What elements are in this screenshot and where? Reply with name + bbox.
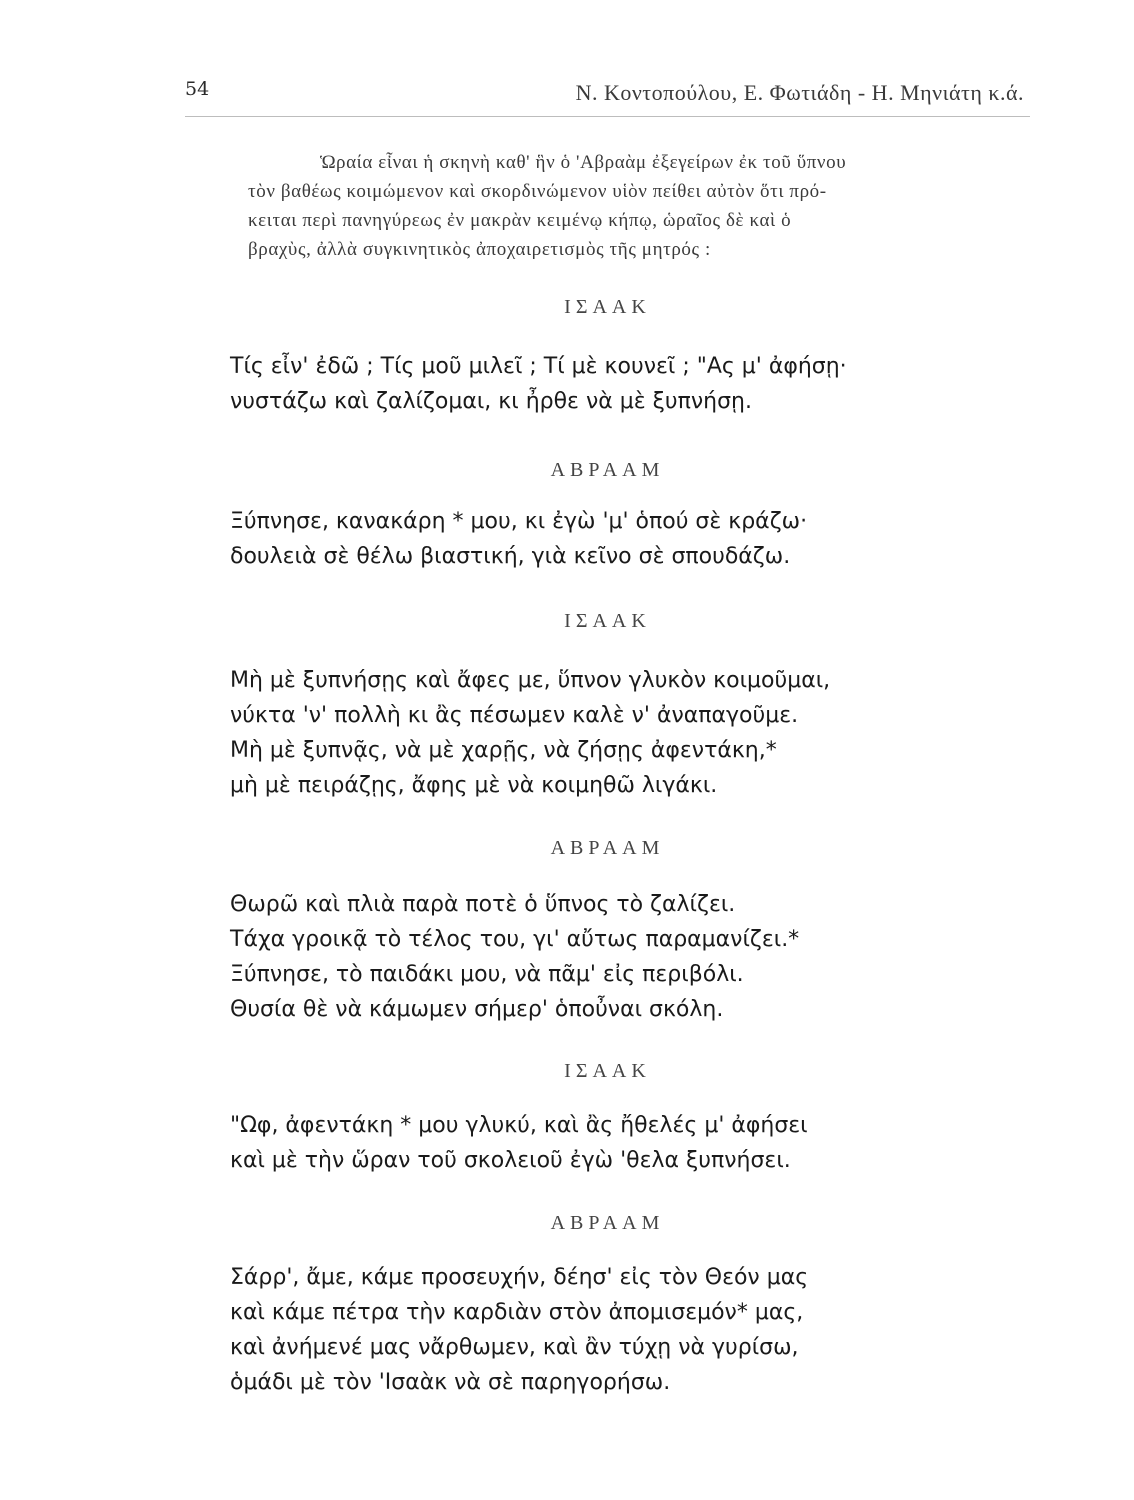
running-head: Ν. Κοντοπούλου, Ε. Φωτιάδη - Η. Μηνιάτη κ.ά. — [575, 80, 1024, 105]
speaker-heading: ΑΒΡΑΑΜ — [550, 1212, 665, 1234]
speaker-heading: ΑΒΡΑΑΜ — [550, 459, 665, 481]
verse-stanza — [230, 1260, 950, 1400]
verse-line: καὶ κάμε πέτρα τὴν καρδιὰν στὸν ἀπομισεμόν* μας, — [230, 1300, 804, 1325]
verse-line: νύκτα 'ν' πολλὴ κι ἂς πέσωμεν καλὲ ν' ἀναπαγοῦμε. — [230, 703, 799, 728]
page-number: 54 — [185, 78, 210, 100]
verse-line: Μὴ μὲ ξυπνήσῃς καὶ ἄφες με, ὕπνον γλυκὸν κοιμοῦμαι, — [230, 668, 831, 693]
verse-line: μὴ μὲ πειράζῃς, ἄφης μὲ νὰ κοιμηθῶ λιγάκι. — [230, 773, 718, 798]
verse-line: νυστάζω καὶ ζαλίζομαι, κι ἦρθε νὰ μὲ ξυπνήσῃ. — [230, 389, 752, 414]
intro-paragraph — [248, 148, 1028, 264]
verse-line: Τάχα γροικᾷ τὸ τέλος του, γι' αὔτως παραμανίζει.* — [230, 927, 800, 952]
verse-line: καὶ ἀνήμενέ μας νἄρθωμεν, καὶ ἂν τύχῃ νὰ γυρίσω, — [230, 1335, 799, 1360]
verse-stanza — [230, 504, 950, 574]
verse-line: Σάρρ', ἄμε, κάμε προσευχήν, δέησ' εἰς τὸν Θεόν μας — [230, 1265, 809, 1290]
intro-line: τὸν βαθέως κοιμώμενον καὶ σκορδινώμενον υἱὸν πείθει αὐτὸν ὅτι πρό- — [248, 181, 827, 202]
verse-stanza — [230, 663, 950, 803]
header-rule — [185, 116, 1030, 117]
verse-line: Ξύπνησε, κανακάρη * μου, κι ἐγὼ 'μ' ὁπού σὲ κράζω· — [230, 509, 808, 534]
speaker-heading: ΙΣΑΑΚ — [564, 296, 651, 318]
verse-line: Ξύπνησε, τὸ παιδάκι μου, νὰ πᾶμ' εἰς περιβόλι. — [230, 962, 744, 987]
verse-line: καὶ μὲ τὴν ὥραν τοῦ σκολειοῦ ἐγὼ 'θελα ξυπνήσει. — [230, 1148, 791, 1173]
verse-line: Θυσία θὲ νὰ κάμωμεν σήμερ' ὁποὖναι σκόλη. — [230, 997, 724, 1022]
verse-line: Μὴ μὲ ξυπνᾷς, νὰ μὲ χαρῇς, νὰ ζήσῃς ἀφεντάκη,* — [230, 738, 777, 763]
verse-line: Θωρῶ καὶ πλιὰ παρὰ ποτὲ ὁ ὕπνος τὸ ζαλίζει. — [230, 892, 736, 917]
speaker-heading: ΙΣΑΑΚ — [564, 1060, 651, 1082]
verse-line: Τίς εἶν' ἐδῶ ; Τίς μοῦ μιλεῖ ; Τί μὲ κουνεῖ ; "Ας μ' ἀφήσῃ· — [230, 354, 847, 379]
intro-line: Ὡραία εἶναι ἡ σκηνὴ καθ' ἣν ὁ 'Αβραὰμ ἐξεγείρων ἐκ τοῦ ὕπνου — [320, 152, 847, 173]
speaker-heading: ΙΣΑΑΚ — [564, 610, 651, 632]
verse-stanza — [230, 887, 950, 1027]
intro-line: κειται περὶ πανηγύρεως ἐν μακρὰν κειμένῳ κήπῳ, ὡραῖος δὲ καὶ ὁ — [248, 210, 792, 231]
verse-line: δουλειὰ σὲ θέλω βιαστική, γιὰ κεῖνο σὲ σπουδάζω. — [230, 544, 791, 569]
verse-line: "Ωφ, ἀφεντάκη * μου γλυκύ, καὶ ἂς ἤθελές μ' ἀφήσει — [230, 1113, 808, 1138]
verse-stanza — [230, 349, 950, 419]
verse-stanza — [230, 1108, 950, 1178]
intro-line: βραχὺς, ἀλλὰ συγκινητικὸς ἀποχαιρετισμὸς τῆς μητρός : — [248, 239, 711, 260]
speaker-heading: ΑΒΡΑΑΜ — [550, 837, 665, 859]
verse-line: ὁμάδι μὲ τὸν 'Ισαὰκ νὰ σὲ παρηγορήσω. — [230, 1370, 671, 1395]
